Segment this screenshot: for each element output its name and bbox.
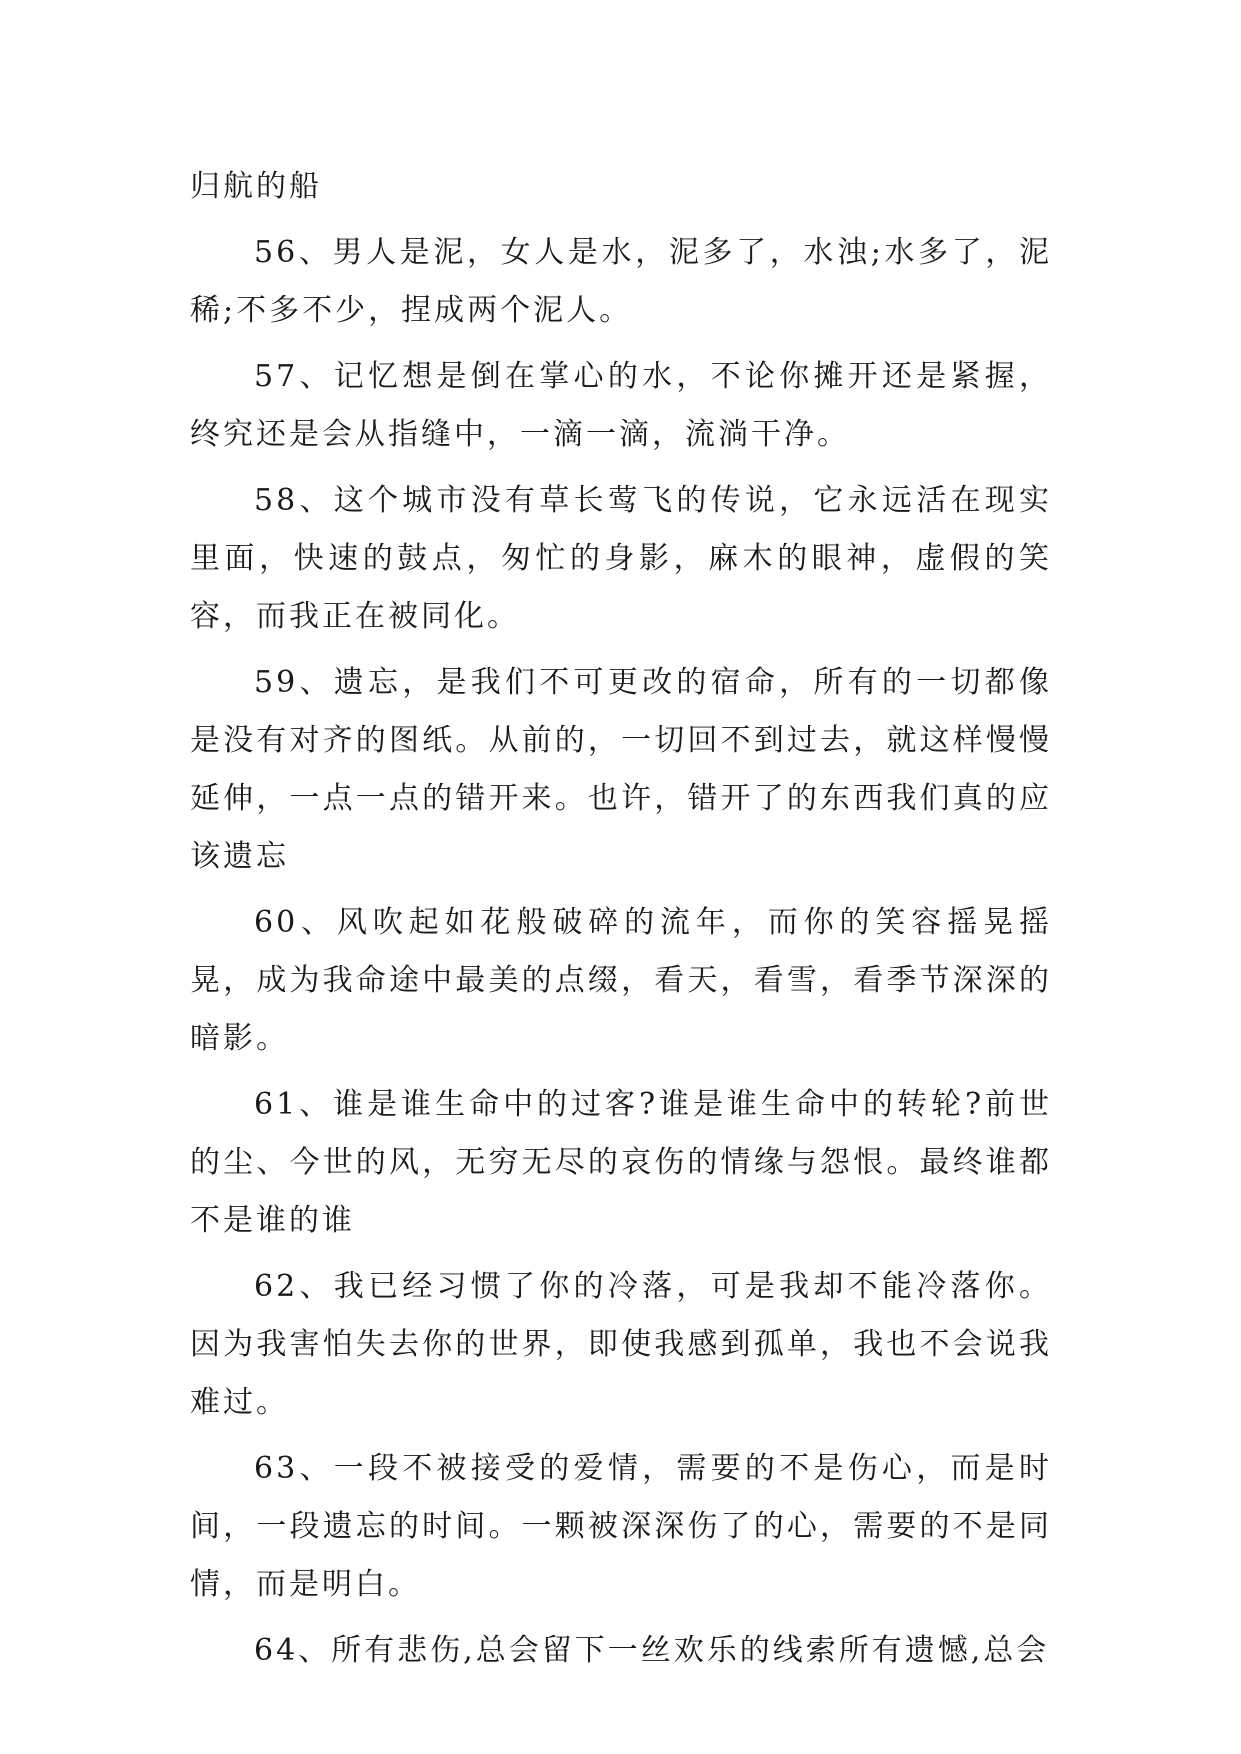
paragraph-57: 57、记忆想是倒在掌心的水，不论你摊开还是紧握，终究还是会从指缝中，一滴一滴，流淌干净。 [190, 359, 1052, 452]
paragraph-64: 64、所有悲伤,总会留下一丝欢乐的线索所有遗憾,总会 [254, 1633, 1050, 1668]
paragraph-59: 59、遗忘，是我们不可更改的宿命，所有的一切都像是没有对齐的图纸。从前的，一切回不到过去，就这样慢慢延伸，一点一点的错开来。也许，错开了的东西我们真的应该遗忘 [190, 665, 1052, 874]
paragraph-60: 60、风吹起如花般破碎的流年，而你的笑容摇晃摇晃，成为我命途中最美的点缀，看天，看雪，看季节深深的暗影。 [190, 905, 1052, 1056]
paragraph-62: 62、我已经习惯了你的冷落，可是我却不能冷落你。因为我害怕失去你的世界，即使我感到孤单，我也不会说我难过。 [190, 1269, 1052, 1420]
paragraph-continuation: 归航的船 [190, 169, 322, 204]
paragraph-56: 56、男人是泥，女人是水，泥多了，水浊;水多了，泥稀;不多不少，捏成两个泥人。 [190, 235, 1052, 328]
document-body [190, 158, 1052, 1688]
paragraph-58: 58、这个城市没有草长莺飞的传说，它永远活在现实里面，快速的鼓点，匆忙的身影，麻木的眼神，虚假的笑容，而我正在被同化。 [190, 483, 1052, 634]
paragraph-61: 61、谁是谁生命中的过客?谁是谁生命中的转轮?前世的尘、今世的风，无穷无尽的哀伤的情缘与怨恨。最终谁都不是谁的谁 [190, 1087, 1052, 1238]
paragraph-63: 63、一段不被接受的爱情，需要的不是伤心，而是时间，一段遗忘的时间。一颗被深深伤了的心，需要的不是同情，而是明白。 [190, 1451, 1052, 1602]
